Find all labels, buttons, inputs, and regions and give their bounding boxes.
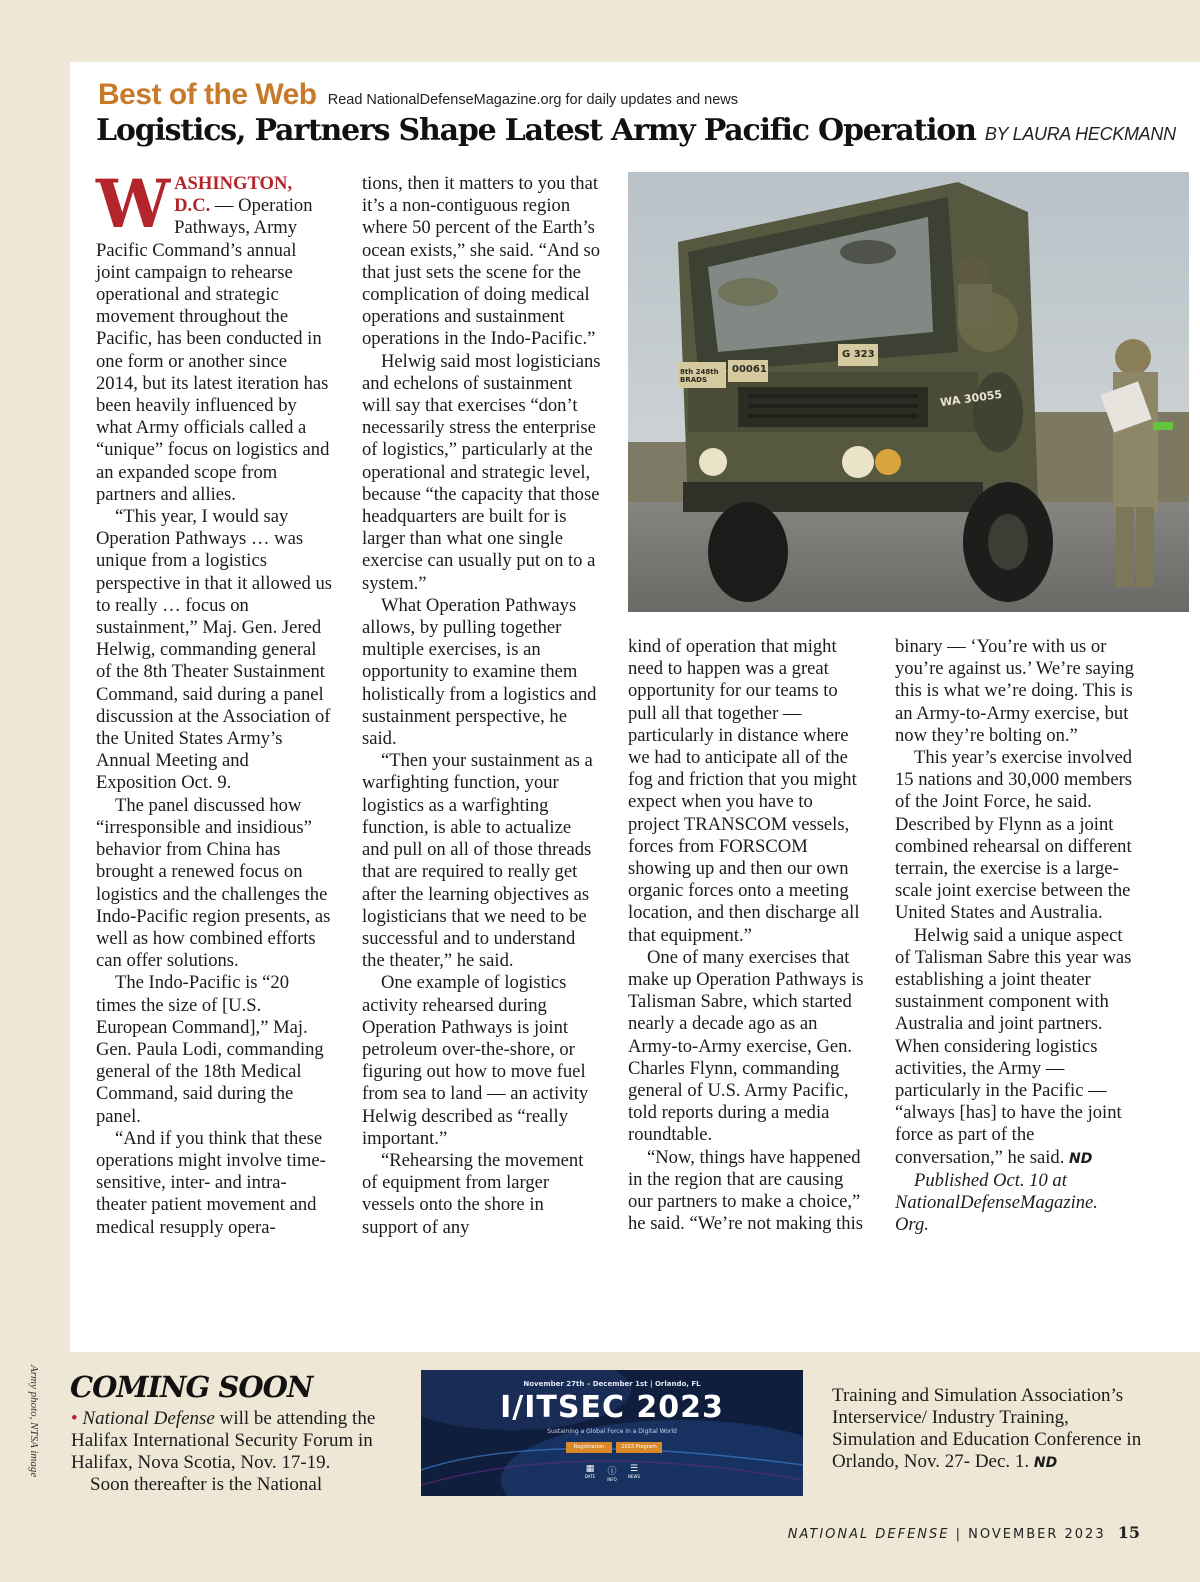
article-paragraph: “Rehearsing the movement of equipment from larger vessels onto the shore in support of any (362, 1149, 584, 1238)
article-paragraph: “And if you think that these operations might involve time-sensitive, inter- and intra-theater patient movement and medical resupply opera- (96, 1127, 326, 1238)
page-number: 15 (1117, 1523, 1140, 1542)
article-paragraph: The Indo-Pacific is “20 times the size of [U.S. European Command],” Maj. Gen. Paula Lodi, commanding general of the 18th Medical Command, said during the panel. (96, 972, 324, 1127)
article-paragraph: Helwig said a unique aspect of Talisman Sabre this year was establishing a joint theater sustainment component with Australia and joint partners. When considering logistics activities, the Army — particularly in the Pacific — “always [has] to have the joint force as part of the conversation,” he said. ND (895, 924, 1132, 1168)
coming-soon-paragraph: • National Defense will be attending the Halifax International Security Forum in Halifax, Nova Scotia, Nov. 17-19. (71, 1408, 376, 1473)
banner-icon-label: NEWS (627, 1474, 640, 1479)
banner-button-registration[interactable]: Registration (566, 1442, 612, 1453)
kicker-note: Read NationalDefenseMagazine.org for daily updates and news (327, 92, 739, 108)
truck-photo (628, 172, 1189, 612)
plate-right: G 323 (842, 349, 875, 360)
article-paragraph: tions, then it matters to you that it’s a non-contiguous region where 50 percent of the Earth’s ocean exists,” she said. “And so that just sets the scene for the complication of doing medical operations and sustainment operations in the Indo-Pacific.” (362, 173, 601, 350)
door-code: WA 30055 (939, 387, 1003, 410)
article-paragraph: One of many exercises that make up Operation Pathways is Talisman Sabre, which started nearly a decade ago as an Army-to-Army exercise, Gen. Charles Flynn, commanding general of U.S. Army Pacific, told reports during a media roundtable. (628, 946, 864, 1146)
photo-credit: Army photo, NTSA image (28, 1365, 40, 1478)
folio-publication: NATIONAL DEFENSE (787, 1527, 950, 1542)
publication-name: National Defense (82, 1408, 215, 1429)
folio-separator: | (955, 1527, 969, 1542)
headline-row (96, 113, 1176, 148)
coming-soon-paragraph: Soon thereafter is the National (90, 1474, 323, 1495)
article-paragraph: What Operation Pathways allows, by pulling together multiple exercises, is an opportunity to examine them holistically from a logistics and sustainment perspective, he said. (362, 594, 597, 750)
banner-tagline: Sustaining a Global Force in a Digital World (547, 1428, 677, 1435)
article-column-1 (96, 165, 332, 1239)
folio-issue: NOVEMBER 2023 (968, 1527, 1106, 1542)
banner-icon-label: INFO (607, 1477, 617, 1482)
banner-button-program[interactable]: 2023 Program (616, 1442, 662, 1453)
article-paragraph: “Then your sustainment as a warfighting function, your logistics as a warfighting function, is able to actualize and pull on all of those threads that are required to really get after the learning objectives as logisticians that we need to be successful and to understand the theater,” he said. (362, 750, 593, 972)
published-note: Published Oct. 10 at NationalDefenseMagazine. Org. (895, 1169, 1098, 1236)
banner-icon-info[interactable] (602, 1464, 622, 1482)
coming-soon-right-text: Training and Simulation Association’s Interservice/ Industry Training, Simulation and Education Conference in Orlando, Nov. 27- Dec. 1. ND (832, 1385, 1142, 1472)
banner-icon-date[interactable] (580, 1464, 600, 1479)
coming-soon-title: COMING SOON (70, 1370, 313, 1404)
article-paragraph: This year’s exercise involved 15 nations and 30,000 members of the Joint Force, he said. Described by Flynn as a joint combined rehearsal on different terrain, the exercise is a large-scale joint exercise between the United States and Australia. (895, 747, 1133, 924)
article-column-3 (628, 636, 868, 1235)
article-column-4 (895, 636, 1135, 1236)
itsec-banner[interactable] (421, 1370, 803, 1496)
dateline: ASHINGTON, D.C. (174, 173, 293, 217)
article-paragraph: binary — ‘You’re with us or you’re against us.’ We’re saying this is what we’re doing. This is an Army-to-Army exercise, but now they’re bolting on.” (895, 636, 1134, 746)
info-icon: ⓘ (607, 1467, 617, 1477)
article-paragraph: Helwig said most logisticians and echelons of sustainment will say that exercises “don’t necessarily stress the enterprise of logistics,” particularly at the operational and strategic level, because “the capacity that those headquarters are built for is larger than what one single exercise can usually put on to a system.” (362, 350, 601, 594)
byline: BY LAURA HECKMANN (984, 124, 1176, 144)
section-kicker: Best of the Web (98, 78, 317, 111)
calendar-icon: ▦ (585, 1464, 595, 1474)
truck-photo-illustration (628, 172, 1189, 612)
article-paragraph: kind of operation that might need to happen was a great opportunity for our teams to pull all that together — particularly in distance where we had to anticipate all of the fog and friction that you might expect when you have to project TRANSCOM vessels, forces from FORSCOM showing up and then our own organic forces onto a meeting location, and then discharge all that equipment.” (628, 636, 860, 946)
page-folio (788, 1523, 1140, 1542)
end-mark: ND (1033, 1455, 1058, 1471)
end-mark: ND (1069, 1150, 1093, 1167)
article-headline: Logistics, Partners Shape Latest Army Pacific Operation (96, 113, 976, 148)
banner-icon-label: DATE (584, 1474, 596, 1479)
banner-dates: November 27th – December 1st | Orlando, FL (523, 1380, 701, 1388)
banner-icon-news[interactable] (624, 1464, 644, 1479)
article-column-2 (362, 173, 602, 1239)
article-paragraph: “This year, I would say Operation Pathways … was unique from a logistics perspective in that it allowed us to really … focus on sustainment,” Maj. Gen. Jered Helwig, commanding general of the 8th Theater Sustainment Command, said during a panel discussion at the Association of the United States Army’s Annual Meeting and Exposition Oct. 9. (96, 506, 332, 794)
article-paragraph: “Now, things have happened in the region that are causing our partners to make a choice,” he said. “We’re not making this (628, 1146, 863, 1235)
news-icon: ☰ (629, 1464, 639, 1474)
plate-left: 8th 248th BRADS (680, 368, 719, 384)
article-paragraph: The panel discussed how “irresponsible and insidious” behavior from China has brought a renewed focus on logistics and the challenges the Indo-Pacific region presents, as well as how combined efforts can offer solutions. (96, 794, 331, 972)
plate-mid: 00061 (732, 364, 767, 375)
article-paragraph: One example of logistics activity rehearsed during Operation Pathways is joint petroleum over-the-shore, or figuring out how to move fuel from sea to land — an activity Helwig described as “really important.” (362, 972, 589, 1149)
bullet: • (71, 1408, 78, 1429)
drop-cap: W (96, 165, 171, 243)
article-paragraph: WASHINGTON, D.C. — Operation Pathways, Army Pacific Command’s annual joint campaign to rehearse operational and strategic movement throughout the Pacific, has been conducted in one form or another since 2014, but its latest iteration has been heavily influenced by what Army officials called a “unique” focus on logistics and an expanded scope from partners and allies. (96, 165, 330, 505)
coming-soon-text (71, 1408, 416, 1496)
kicker-row (98, 78, 738, 112)
banner-title: I/ITSEC 2023 (500, 1390, 724, 1425)
